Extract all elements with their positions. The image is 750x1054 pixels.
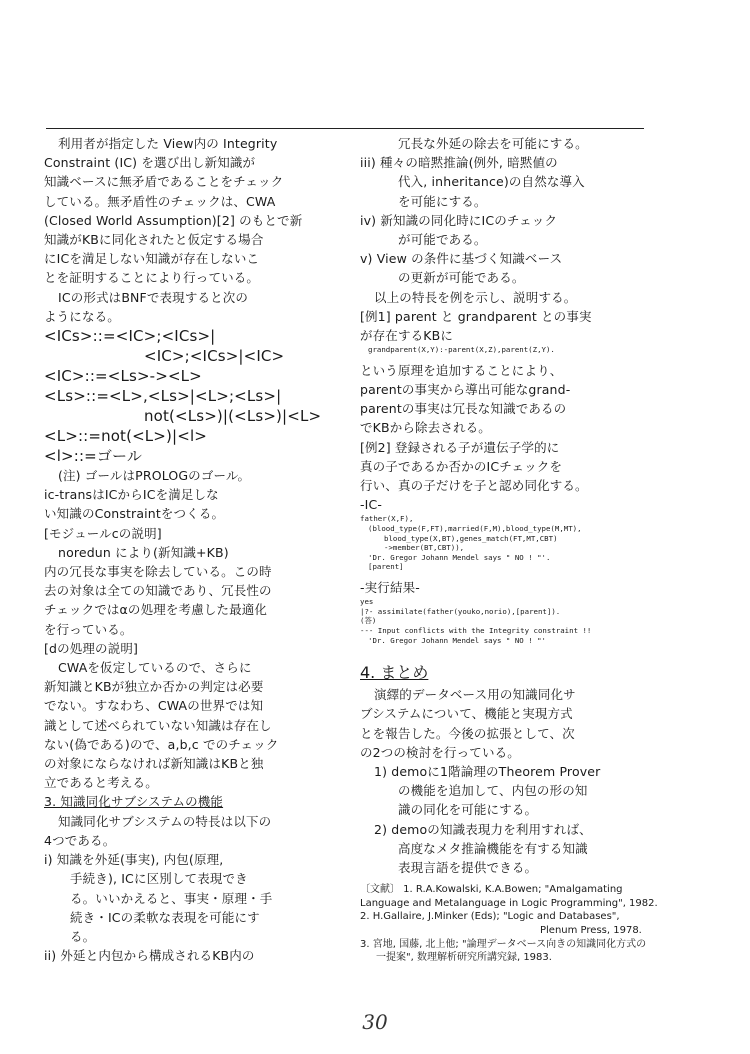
text-line: る。いいかえると、事実・原理・手 xyxy=(70,890,273,906)
reference-line: 3. 宮地, 国藤, 北上他; "論理データベース向きの知識同化方式の xyxy=(360,938,647,950)
text-line: ic-transはICからICを満足しな xyxy=(44,487,219,503)
code-line: 'Dr. Gregor Johann Mendel says " NO ! "'. xyxy=(368,552,551,562)
text-line: 知識がKBに同化されたと仮定する場合 xyxy=(44,232,264,248)
text-line: 去の対象は全ての知識であり、冗長性の xyxy=(44,583,272,599)
text-line: 演繹的データベース用の知識同化サ xyxy=(374,687,576,703)
bnf-line: <Ls>::=<L>,<Ls>|<L>;<Ls>| xyxy=(44,387,282,406)
text-line: 高度なメタ推論機能を有する知識 xyxy=(398,840,588,856)
text-line: 新知識とKBが独立か否かの判定は必要 xyxy=(44,679,264,695)
bnf-line: <IC>::=<Ls>-><L> xyxy=(44,367,202,386)
code-rule: grandparent(X,Y):-parent(X,Z),parent(Z,Y). xyxy=(368,345,555,355)
text-line: の対象にならなければ新知識はKBと独 xyxy=(44,756,264,772)
text-line: 内の冗長な事実を除去している。この時 xyxy=(44,564,272,580)
text-line: 識として述べられていない知識は存在し xyxy=(44,717,272,733)
code-line: blood_type(X,BT),genes_match(FT,MT,CBT) xyxy=(384,533,558,543)
text-line: 利用者が指定した View内の Integrity xyxy=(58,136,278,151)
list-item: i) 知識を外延(事実), 内包(原理, xyxy=(44,852,224,868)
ic-label: -IC- xyxy=(360,497,383,513)
text-line: parentの事実から導出可能なgrand- xyxy=(360,382,571,398)
code-line: 'Dr. Gregor Johann Mendel says " NO ! "' xyxy=(368,635,546,645)
bnf-line: <ICs>::=<IC>;<ICs>| xyxy=(44,327,216,346)
reference-line: Language and Metalanguage in Logic Programming", 1982. xyxy=(360,897,658,909)
text-line: い知識のConstraintをつくる。 xyxy=(44,506,225,522)
reference-line: 〔文献〕 1. R.A.Kowalski, K.A.Bowen; "Amalgamating xyxy=(360,884,623,896)
text-line: 行い、真の子だけを子と認め同化する。 xyxy=(360,478,588,494)
text-line: が存在するKBに xyxy=(360,328,453,344)
text-line: とを証明することにより行っている。 xyxy=(44,270,260,286)
text-line: 冗長な外延の除去を可能にする。 xyxy=(398,136,588,151)
text-line: とを報告した。今後の拡張として、次 xyxy=(360,725,575,741)
text-line: 真の子であるか否かのICチェックを xyxy=(360,458,563,474)
text-line: (Closed World Assumption)[2] のもとで新 xyxy=(44,212,303,228)
code-line: yes xyxy=(360,597,374,607)
text-line: ない(偽である)ので、a,b,c でのチェック xyxy=(44,736,279,752)
text-line: Constraint (IC) を選び出し新知識が xyxy=(44,155,256,171)
text-line: parentの事実は冗長な知識であるの xyxy=(360,401,567,417)
exec-label: -実行結果- xyxy=(360,580,420,596)
text-line: 手続き), ICに区別して表現でき xyxy=(70,871,248,887)
text-line: 知識ベースに無矛盾であることをチェック xyxy=(44,174,284,190)
list-item: ii) 外延と内包から構成されるKB内の xyxy=(44,948,255,964)
reference-line: Plenum Press, 1978. xyxy=(540,925,642,936)
code-line: |?- assimilate(father(youko,norio),[parent]). xyxy=(360,606,561,616)
reference-line: 一提案", 数理解析研究所講究録, 1983. xyxy=(376,952,552,964)
code-line: father(X,F), xyxy=(360,514,414,524)
text-line: ICの形式はBNFで表現すると次の xyxy=(58,289,249,305)
text-line: の更新が可能である。 xyxy=(398,270,525,286)
text-line: 表現言語を提供できる。 xyxy=(398,860,538,876)
list-item: 1) demoに1階論理のTheorem Prover xyxy=(374,764,601,779)
code-line: [parent] xyxy=(368,562,404,572)
code-line: --- Input conflicts with the Integrity constraint !! xyxy=(360,626,592,635)
text-line: でKBから除去される。 xyxy=(360,420,491,436)
text-line: を可能にする。 xyxy=(398,193,487,209)
text-line: noredun により(新知識+KB) xyxy=(58,544,229,560)
list-item: iv) 新知識の同化時にICのチェック xyxy=(360,212,558,228)
code-line: ->member(BT,CBT)), xyxy=(384,543,465,553)
text-line: 立であると考える。 xyxy=(44,775,158,791)
section-4-heading: 4. まとめ xyxy=(360,663,429,683)
reference-line: 2. H.Gallaire, J.Minker (Eds); "Logic and Databases", xyxy=(360,911,620,923)
text-line: 以上の特長を例を示し、説明する。 xyxy=(374,289,577,305)
text-line: の2つの検討を行っている。 xyxy=(360,744,520,760)
bnf-line: <l>::=ゴール xyxy=(44,447,143,466)
top-rule xyxy=(46,128,644,129)
text-line: CWAを仮定しているので、さらに xyxy=(58,660,252,676)
text-line: ブシステムについて、機能と実現方式 xyxy=(360,706,573,722)
text-line: でない。すなわち、CWAの世界では知 xyxy=(44,698,264,714)
left-column xyxy=(44,134,344,965)
text-line: が可能である。 xyxy=(398,232,487,248)
text-line: している。無矛盾性のチェックは、CWA xyxy=(44,193,276,209)
code-line: (blood_type(F,FT),married(F,M),blood_type(M,MT), xyxy=(368,524,582,534)
section-3-heading: 3. 知識同化サブシステムの機能 xyxy=(44,794,224,810)
right-column xyxy=(360,134,658,965)
text-line: 識の同化を可能にする。 xyxy=(398,802,538,818)
example-heading: [例1] parent と grandparent との事実 xyxy=(360,308,592,324)
list-item: 2) demoの知識表現力を利用すれば、 xyxy=(374,821,592,837)
text-line: を行っている。 xyxy=(44,621,133,637)
text-line: る。 xyxy=(70,928,96,944)
code-line: (答) xyxy=(360,616,377,626)
bnf-line: <L>::=not(<L>)|<l> xyxy=(44,427,207,446)
text-line: 4つである。 xyxy=(44,832,116,848)
text-line: チェックではαの処理を考慮した最適化 xyxy=(44,602,268,618)
text-line: の機能を追加して、内包の形の知 xyxy=(398,783,588,799)
list-item: v) View の条件に基づく知識ベース xyxy=(360,251,563,267)
list-item: iii) 種々の暗黙推論(例外, 暗黙値の xyxy=(360,155,558,171)
text-line: 知識同化サブシステムの特長は以下の xyxy=(58,813,272,829)
page-number: 30 xyxy=(362,1010,388,1034)
text-line: にICを満足しない知識が存在しないこ xyxy=(44,251,260,267)
text-line: 代入, inheritance)の自然な導入 xyxy=(398,174,585,190)
subheading: [モジュールcの説明] xyxy=(44,525,162,541)
subheading: [dの処理の説明] xyxy=(44,640,139,656)
text-line: (注) ゴールはPROLOGのゴール。 xyxy=(58,468,251,484)
bnf-line: not(<Ls>)|(<Ls>)|<L> xyxy=(144,407,322,426)
text-line: という原理を追加することにより、 xyxy=(360,362,563,378)
bnf-line: <IC>;<ICs>|<IC> xyxy=(144,347,285,366)
text-line: ようになる。 xyxy=(44,308,120,324)
text-line: 続き・ICの柔軟な表現を可能にす xyxy=(70,909,260,925)
example-heading: [例2] 登録される子が遺伝子学的に xyxy=(360,439,560,455)
